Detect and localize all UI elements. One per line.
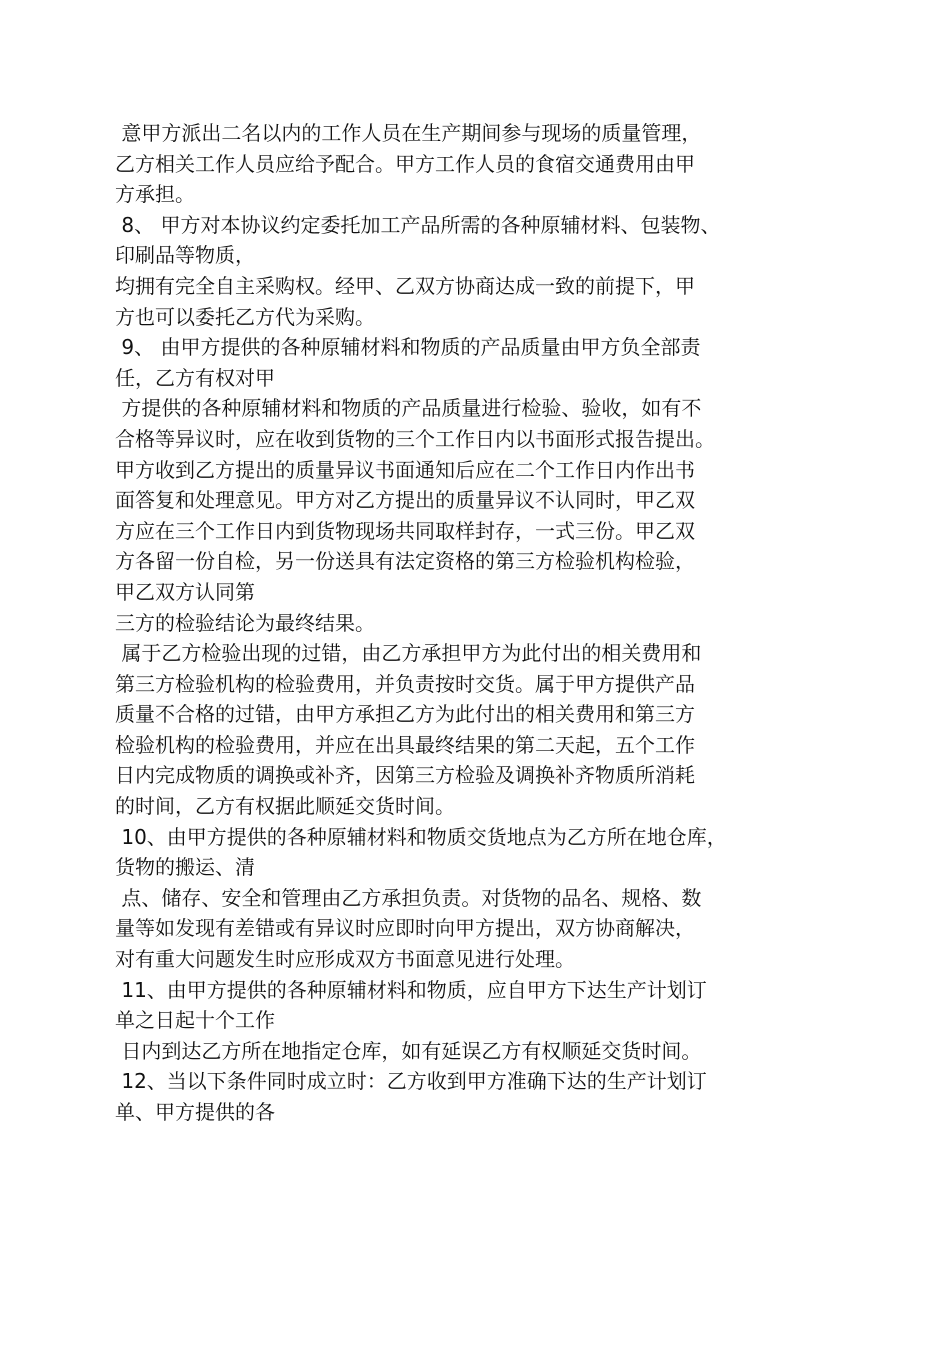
text-line: 对有重大问题发生时应形成双方书面意见进行处理。 [115,947,575,972]
text-line: 量等如发现有差错或有异议时应即时向甲方提出，双方协商解决， [115,916,695,941]
text-line: 8、 甲方对本协议约定委托加工产品所需的各种原辅材料、包装物、 [115,212,721,237]
text-line: 的时间，乙方有权据此顺延交货时间。 [115,794,455,819]
text-line: 第三方检验机构的检验费用，并负责按时交货。属于甲方提供产品 [115,671,695,696]
text-line: 三方的检验结论为最终结果。 [115,610,375,635]
text-line: 9、 由甲方提供的各种原辅材料和物质的产品质量由甲方负全部责 [115,335,701,360]
text-line: 合格等异议时，应在收到货物的三个工作日内以书面形式报告提出。 [115,426,715,451]
text-line: 点、储存、安全和管理由乙方承担负责。对货物的品名、规格、数 [115,885,702,910]
text-line: 检验机构的检验费用，并应在出具最终结果的第二天起，五个工作 [115,732,695,757]
text-line: 日内到达乙方所在地指定仓库，如有延误乙方有权顺延交货时间。 [115,1038,702,1063]
text-line: 单、甲方提供的各 [115,1100,275,1124]
text-line: 印刷品等物质， [115,243,255,268]
text-line: 货物的搬运、清 [115,855,255,880]
text-line: 方也可以委托乙方代为采购。 [115,304,375,329]
text-line: 方承担。 [115,182,195,207]
text-line: 甲乙双方认同第 [115,579,255,604]
text-line: 属于乙方检验出现的过错，由乙方承担甲方为此付出的相关费用和 [115,641,702,666]
text-line: 甲方收到乙方提出的质量异议书面通知后应在二个工作日内作出书 [115,457,695,482]
text-line: 日内完成物质的调换或补齐，因第三方检验及调换补齐物质所消耗 [115,763,695,788]
text-line: 方各留一份自检，另一份送具有法定资格的第三方检验机构检验， [115,549,695,574]
document-body [115,118,815,1128]
text-line: 均拥有完全自主采购权。经甲、乙双方协商达成一致的前提下，甲 [115,273,695,298]
text-line: 单之日起十个工作 [115,1008,275,1033]
text-line: 意甲方派出二名以内的工作人员在生产期间参与现场的质量管理， [115,121,702,145]
text-line: 任，乙方有权对甲 [115,365,275,390]
text-line: 11、由甲方提供的各种原辅材料和物质，应自甲方下达生产计划订 [115,977,707,1002]
text-line: 10、由甲方提供的各种原辅材料和物质交货地点为乙方所在地仓库， [115,824,727,849]
text-line: 乙方相关工作人员应给予配合。甲方工作人员的食宿交通费用由甲 [115,151,695,176]
text-line: 12、当以下条件同时成立时：乙方收到甲方准确下达的生产计划订 [115,1069,707,1094]
text-line: 面答复和处理意见。甲方对乙方提出的质量异议不认同时，甲乙双 [115,488,695,513]
text-line: 方应在三个工作日内到货物现场共同取样封存，一式三份。甲乙双 [115,518,695,543]
text-line: 方提供的各种原辅材料和物质的产品质量进行检验、验收，如有不 [115,396,702,421]
text-line: 质量不合格的过错，由甲方承担乙方为此付出的相关费用和第三方 [115,702,695,727]
